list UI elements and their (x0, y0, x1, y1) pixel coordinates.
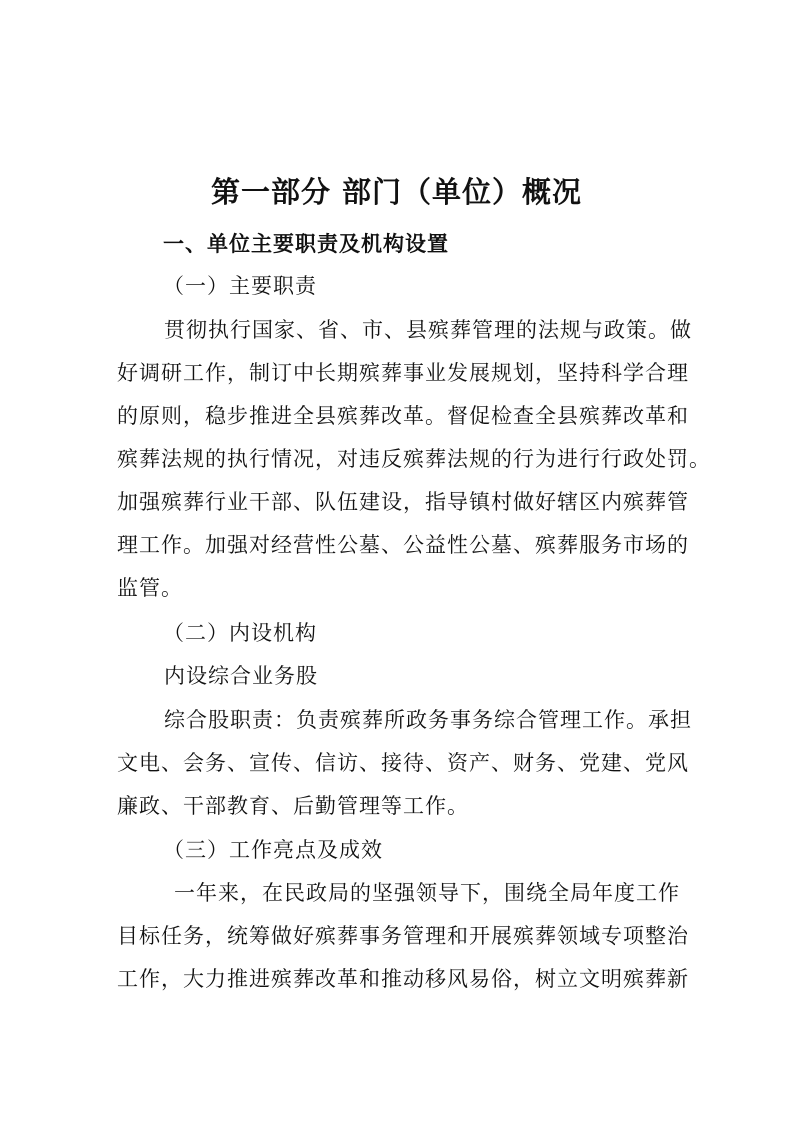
paragraph-line: 理工作。加强对经营性公墓、公益性公墓、殡葬服务市场的 (117, 533, 689, 557)
subheading-internal-structure: （二）内设机构 (163, 621, 317, 645)
paragraph-line: 廉政、干部教育、后勤管理等工作。 (117, 794, 469, 818)
subheading-main-duties: （一）主要职责 (163, 274, 317, 298)
paragraph-line: 目标任务，统筹做好殡葬事务管理和开展殡葬领域专项整治 (117, 924, 689, 948)
paragraph-line: 殡葬法规的执行情况，对违反殡葬法规的行为进行行政处罚。 (117, 447, 711, 471)
paragraph-line: 文电、会务、宣传、信访、接待、资产、财务、党建、党风 (117, 751, 689, 775)
section-heading-duties-and-structure: 一、单位主要职责及机构设置 (163, 232, 449, 256)
paragraph-line: 工作，大力推进殡葬改革和推动移风易俗，树立文明殡葬新 (117, 967, 689, 991)
paragraph-line: 加强殡葬行业干部、队伍建设，指导镇村做好辖区内殡葬管 (117, 490, 689, 514)
paragraph-line: 一年来，在民政局的坚强领导下，围绕全局年度工作 (174, 881, 680, 905)
paragraph-line: 贯彻执行国家、省、市、县殡葬管理的法规与政策。做 (164, 318, 692, 342)
paragraph-line: 综合股职责：负责殡葬所政务事务综合管理工作。承担 (164, 708, 692, 732)
paragraph-line: 监管。 (117, 576, 183, 600)
subheading-highlights: （三）工作亮点及成效 (163, 838, 383, 862)
paragraph-line: 的原则，稳步推进全县殡葬改革。督促检查全县殡葬改革和 (117, 404, 689, 428)
page-title: 第一部分 部门（单位）概况 (210, 175, 583, 209)
paragraph-line: 好调研工作，制订中长期殡葬事业发展规划，坚持科学合理 (117, 361, 689, 385)
org-line: 内设综合业务股 (164, 664, 318, 688)
